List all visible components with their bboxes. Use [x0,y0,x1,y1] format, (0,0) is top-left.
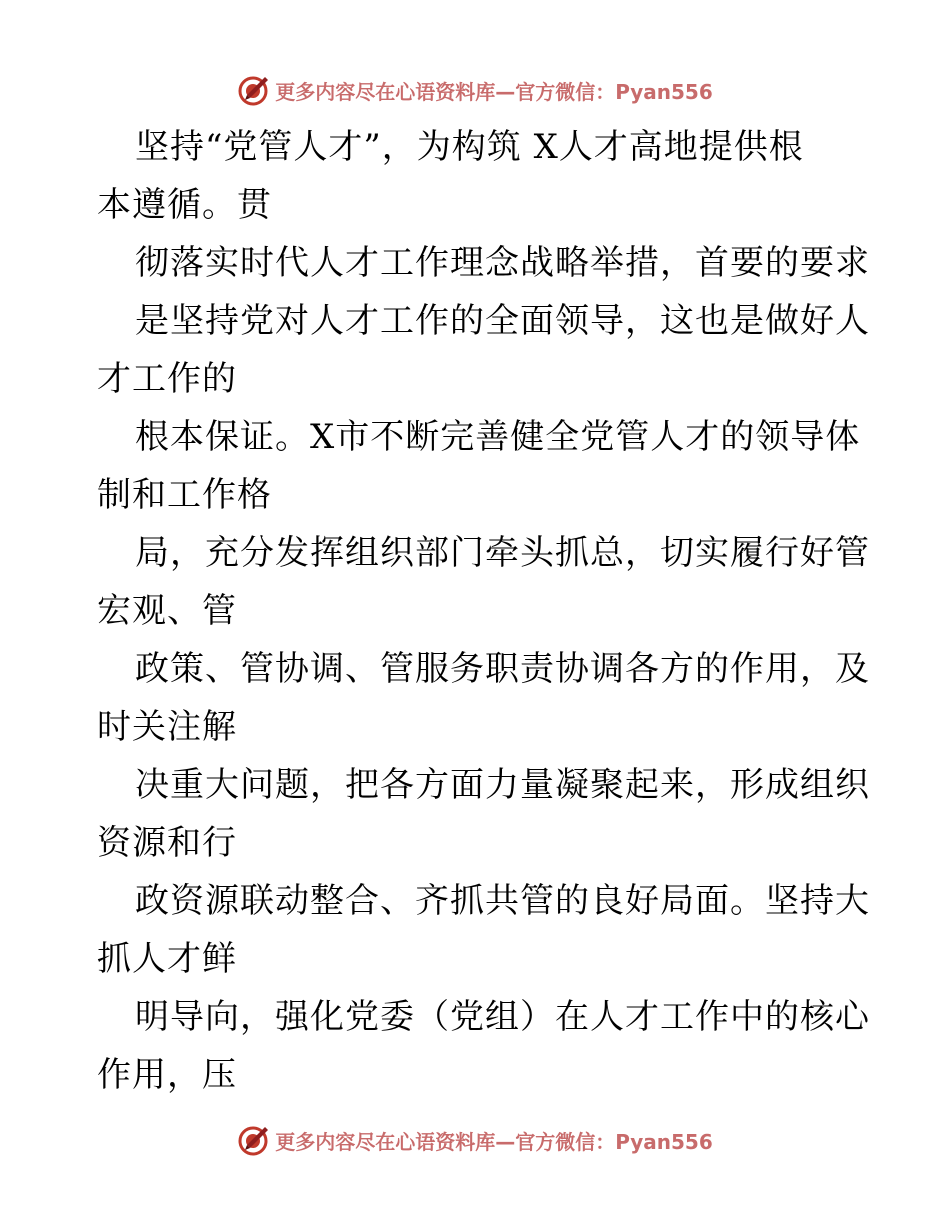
pen-seal-icon [237,73,271,107]
text-line: 抓人才鲜 [97,939,237,979]
text-line: 局，充分发挥组织部门牵头抓总，切实履行好管 [135,533,870,573]
text-line: 坚持“党管人才”，为构筑 X人才高地提供根 [135,127,804,167]
header-banner [0,70,950,110]
header-banner-link[interactable] [237,73,713,107]
text-line: 资源和行 [97,823,237,863]
text-line: 本遵循。贯 [97,185,272,225]
footer-banner-link[interactable] [237,1123,713,1157]
text-line: 是坚持党对人才工作的全面领导，这也是做好人 [135,301,870,341]
text-line: 政策、管协调、管服务职责协调各方的作用，及 [135,649,870,689]
text-line: 制和工作格 [97,475,272,515]
text-line: 时关注解 [97,707,237,747]
text-line: 宏观、管 [97,591,237,631]
banner-text: 更多内容尽在心语资料库—官方微信：Pyan556 [275,1129,713,1154]
text-line: 政资源联动整合、齐抓共管的良好局面。坚持大 [135,881,870,921]
pen-seal-icon [237,1123,271,1157]
footer-banner [0,1120,950,1160]
banner-text: 更多内容尽在心语资料库—官方微信：Pyan556 [275,79,713,104]
text-line: 根本保证。X市不断完善健全党管人才的领导体 [135,417,861,457]
text-line: 才工作的 [97,359,237,399]
document-body [97,118,870,1104]
text-line: 明导向，强化党委（党组）在人才工作中的核心 [135,997,870,1037]
text-line: 作用，压 [97,1055,237,1095]
text-line: 彻落实时代人才工作理念战略举措，首要的要求 [135,243,870,283]
text-line: 决重大问题，把各方面力量凝聚起来，形成组织 [135,765,870,805]
